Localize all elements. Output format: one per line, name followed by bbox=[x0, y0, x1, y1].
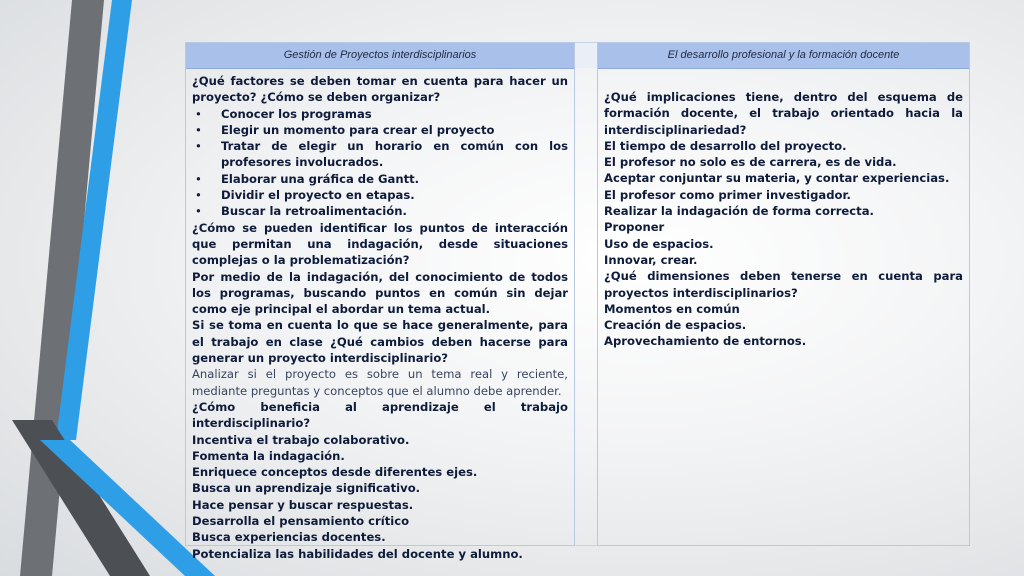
dimension-line: Momentos en común bbox=[604, 301, 740, 316]
question-benefits: ¿Cómo beneficia al aprendizaje el trabajo interdisciplinario? bbox=[192, 399, 568, 431]
right-column bbox=[597, 42, 970, 546]
benefit-line: Busca un aprendizaje significativo. bbox=[192, 481, 421, 496]
benefit-line: Incentiva el trabajo colaborativo. bbox=[192, 432, 410, 447]
implication-line: Realizar la indagación de forma correcta. bbox=[604, 204, 874, 219]
question-interaction-points: ¿Cómo se pueden identificar los puntos de interacción que permitan una indagación, desde situaciones complejas o la problematización? bbox=[192, 220, 568, 268]
list-item: • Tratar de elegir un horario en común con los profesores involucrados. bbox=[221, 138, 568, 171]
left-column-body bbox=[186, 69, 574, 562]
dimension-line: Aprovechamiento de entornos. bbox=[604, 334, 807, 349]
question-changes: Si se toma en cuenta lo que se hace generalmente, para el trabajo en clase ¿Qué cambios deben hacerse para generar un proyecto interdisciplinario? bbox=[192, 318, 568, 366]
implication-line: El tiempo de desarrollo del proyecto. bbox=[604, 138, 847, 153]
benefit-line: Potencializa las habilidades del docente y alumno. bbox=[192, 546, 523, 561]
left-column bbox=[185, 42, 575, 561]
question-dimensions: ¿Qué dimensiones deben tenerse en cuenta para proyectos interdisciplinarios? bbox=[604, 269, 963, 300]
implication-line: El profesor no solo es de carrera, es de vida. bbox=[604, 155, 897, 170]
list-item: • Dividir el proyecto en etapas. bbox=[221, 187, 568, 203]
implication-line: Proponer bbox=[604, 220, 665, 235]
benefit-line: Desarrolla el pensamiento crítico bbox=[192, 514, 410, 529]
list-item: • Conocer los programas bbox=[221, 106, 568, 122]
list-item: • Elaborar una gráfica de Gantt. bbox=[221, 171, 568, 187]
question-implications: ¿Qué implicaciones tiene, dentro del esquema de formación docente, el trabajo orientado hacia la interdisciplinariedad? bbox=[604, 90, 963, 137]
implication-line: Aceptar conjuntar su materia, y contar experiencias. bbox=[604, 171, 950, 186]
answer-changes: Analizar si el proyecto es sobre un tema real y reciente, mediante preguntas y conceptos que el alumno debe aprender. bbox=[192, 367, 568, 398]
column-gap bbox=[575, 42, 597, 546]
list-item: • Elegir un momento para crear el proyecto bbox=[221, 122, 568, 138]
right-column-body bbox=[598, 69, 969, 350]
factors-list bbox=[192, 106, 568, 220]
dimension-line: Creación de espacios. bbox=[604, 318, 747, 333]
benefit-line: Busca experiencias docentes. bbox=[192, 530, 386, 545]
answer-interaction-points: Por medio de la indagación, del conocimiento de todos los programas, buscando puntos en común sin dejar como eje principal el abordar un tema actual. bbox=[192, 269, 568, 317]
implication-line: Innovar, crear. bbox=[604, 252, 698, 267]
question-factors: ¿Qué factores se deben tomar en cuenta para hacer un proyecto? ¿Cómo se deben organizar? bbox=[192, 74, 568, 105]
benefit-line: Hace pensar y buscar respuestas. bbox=[192, 497, 414, 512]
list-item: • Buscar la retroalimentación. bbox=[221, 203, 568, 219]
right-column-header: El desarrollo profesional y la formación docente bbox=[598, 43, 969, 69]
implication-line: El profesor como primer investigador. bbox=[604, 187, 851, 202]
benefit-line: Fomenta la indagación. bbox=[192, 448, 345, 463]
benefit-line: Enriquece conceptos desde diferentes ejes. bbox=[192, 465, 478, 480]
implication-line: Uso de espacios. bbox=[604, 236, 714, 251]
left-column-header: Gestión de Proyectos interdisciplinarios bbox=[186, 43, 574, 69]
